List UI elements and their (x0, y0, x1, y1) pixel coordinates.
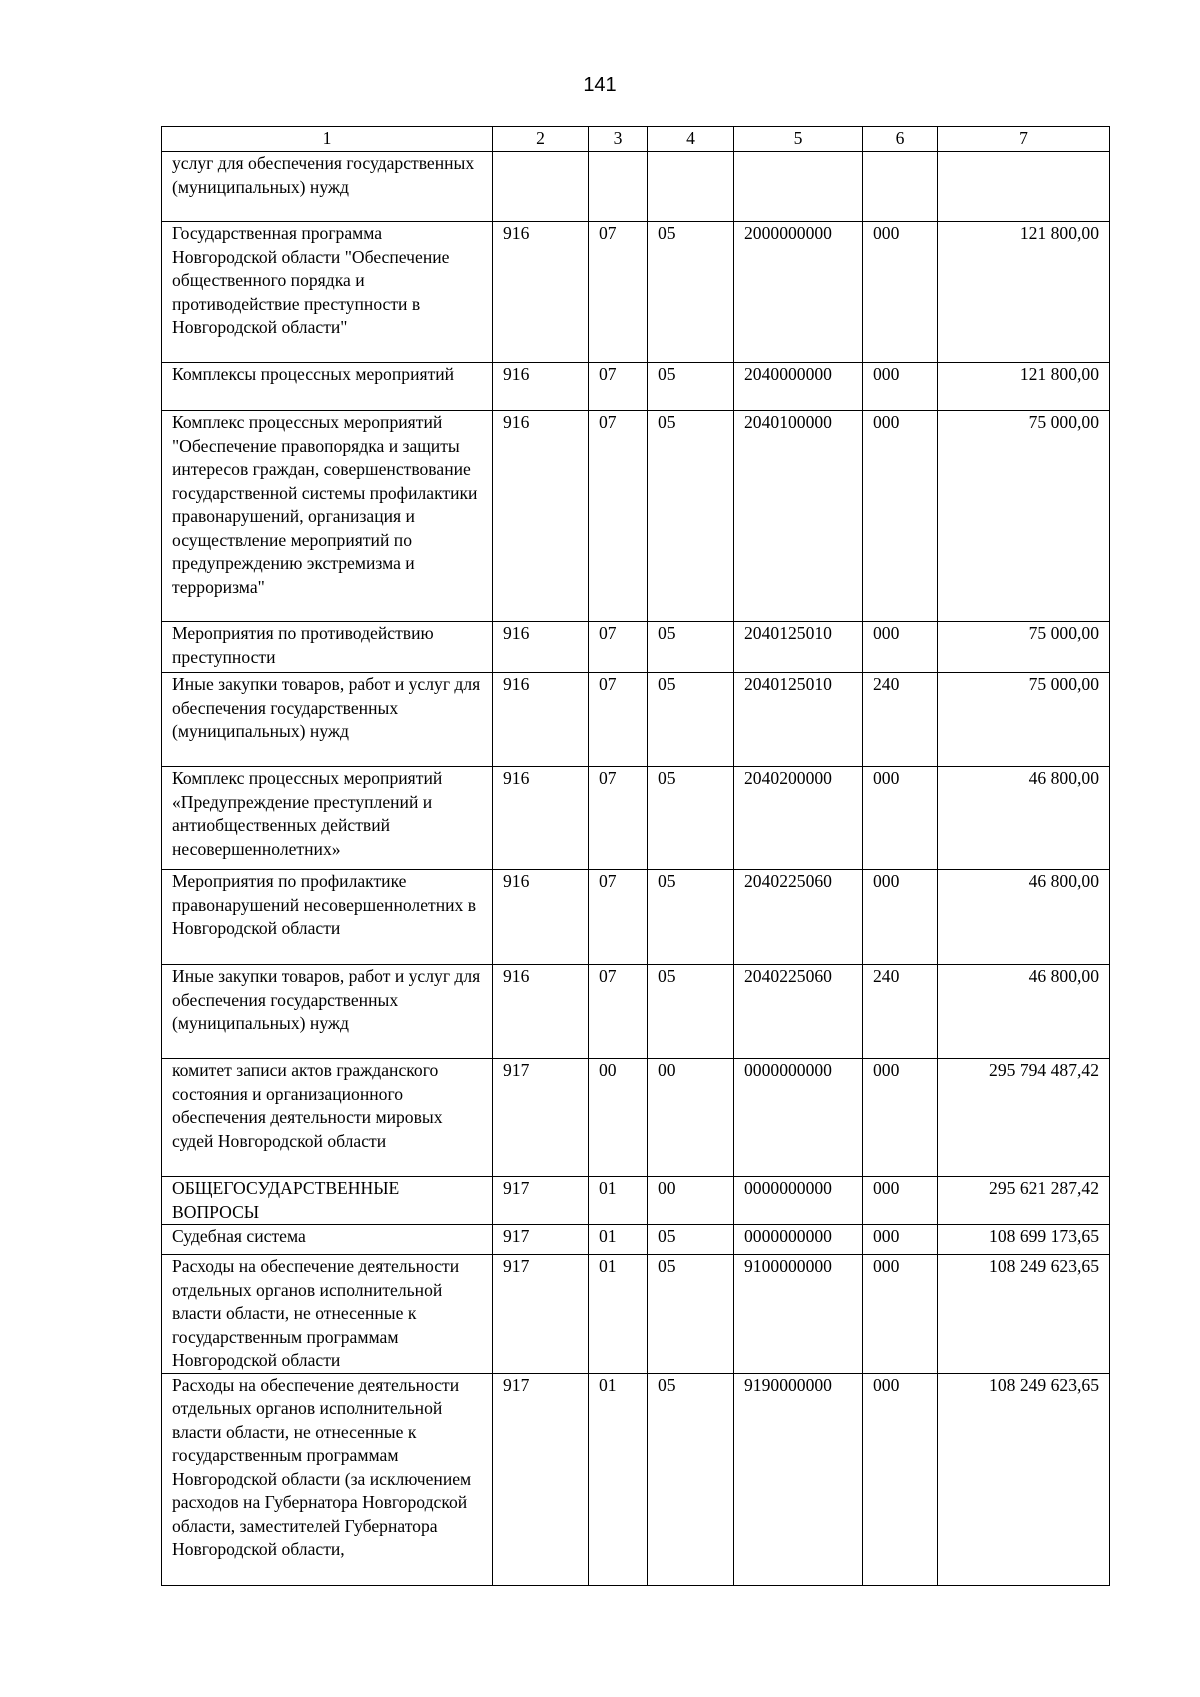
row-subsection-code: 05 (648, 622, 734, 673)
row-name: Комплекс процессных мероприятий «Предупреждение преступлений и антиобщественных действий несовершеннолетних» (162, 767, 493, 870)
row-section-code: 07 (589, 965, 648, 1059)
row-name: Иные закупки товаров, работ и услуг для обеспечения государственных (муниципальных) нужд (162, 673, 493, 767)
row-amount: 108 699 173,65 (938, 1225, 1110, 1255)
row-ministry-code: 916 (493, 965, 589, 1059)
row-section-code: 07 (589, 222, 648, 363)
row-amount: 46 800,00 (938, 767, 1110, 870)
row-name: Комплексы процессных мероприятий (162, 363, 493, 411)
row-expense-type: 000 (863, 767, 938, 870)
table-row (162, 1225, 1110, 1255)
header-row (162, 127, 1110, 152)
page-number: 141 (583, 74, 617, 96)
row-target-code: 2040225060 (734, 870, 863, 965)
header-cell-1: 1 (162, 127, 493, 152)
row-expense-type: 000 (863, 1059, 938, 1177)
row-ministry-code: 916 (493, 411, 589, 622)
header-cell-5: 5 (734, 127, 863, 152)
row-subsection-code: 05 (648, 1225, 734, 1255)
row-section-code: 01 (589, 1225, 648, 1255)
row-ministry-code: 916 (493, 363, 589, 411)
row-amount: 75 000,00 (938, 411, 1110, 622)
row-target-code: 2040125010 (734, 673, 863, 767)
table-row (162, 1255, 1110, 1374)
table-row (162, 965, 1110, 1059)
row-target-code (734, 152, 863, 222)
table-row (162, 1059, 1110, 1177)
row-expense-type: 000 (863, 622, 938, 673)
row-ministry-code: 916 (493, 673, 589, 767)
header-cell-2: 2 (493, 127, 589, 152)
row-section-code (589, 152, 648, 222)
row-target-code: 2040000000 (734, 363, 863, 411)
row-expense-type: 000 (863, 1177, 938, 1225)
header-cell-4: 4 (648, 127, 734, 152)
row-target-code: 2000000000 (734, 222, 863, 363)
row-section-code: 07 (589, 363, 648, 411)
row-ministry-code: 917 (493, 1225, 589, 1255)
row-ministry-code: 916 (493, 622, 589, 673)
row-name: Государственная программа Новгородской области "Обеспечение общественного порядка и противодействие преступности в Новгородской области" (162, 222, 493, 363)
row-target-code: 2040200000 (734, 767, 863, 870)
row-name: Иные закупки товаров, работ и услуг для обеспечения государственных (муниципальных) нужд (162, 965, 493, 1059)
row-expense-type: 000 (863, 1255, 938, 1374)
row-section-code: 00 (589, 1059, 648, 1177)
row-subsection-code: 05 (648, 965, 734, 1059)
row-ministry-code: 917 (493, 1177, 589, 1225)
row-name: ОБЩЕГОСУДАРСТВЕННЫЕ ВОПРОСЫ (162, 1177, 493, 1225)
row-subsection-code: 00 (648, 1177, 734, 1225)
row-name: Расходы на обеспечение деятельности отдельных органов исполнительной власти области, не отнесенные к государственным программам Новгородской области (за исключением расходов на Губернатора Новгородской области, заместителей Губернатора Новгородской области, (162, 1373, 493, 1585)
row-amount: 75 000,00 (938, 673, 1110, 767)
row-expense-type: 000 (863, 1373, 938, 1585)
row-amount: 121 800,00 (938, 222, 1110, 363)
row-amount (938, 152, 1110, 222)
row-expense-type: 240 (863, 965, 938, 1059)
row-expense-type: 240 (863, 673, 938, 767)
row-amount: 295 621 287,42 (938, 1177, 1110, 1225)
row-section-code: 07 (589, 767, 648, 870)
table-header (162, 127, 1110, 152)
table-row (162, 222, 1110, 363)
row-ministry-code: 917 (493, 1255, 589, 1374)
row-subsection-code: 05 (648, 870, 734, 965)
row-section-code: 01 (589, 1373, 648, 1585)
row-name: комитет записи актов гражданского состояния и организационного обеспечения деятельности мировых судей Новгородской области (162, 1059, 493, 1177)
row-expense-type: 000 (863, 222, 938, 363)
header-cell-3: 3 (589, 127, 648, 152)
row-subsection-code: 05 (648, 767, 734, 870)
row-expense-type: 000 (863, 870, 938, 965)
header-cell-6: 6 (863, 127, 938, 152)
row-subsection-code: 05 (648, 1373, 734, 1585)
row-subsection-code: 00 (648, 1059, 734, 1177)
row-expense-type: 000 (863, 363, 938, 411)
row-subsection-code: 05 (648, 363, 734, 411)
row-section-code: 01 (589, 1177, 648, 1225)
table-body (162, 152, 1110, 1586)
row-subsection-code: 05 (648, 411, 734, 622)
row-name: Судебная система (162, 1225, 493, 1255)
row-target-code: 0000000000 (734, 1177, 863, 1225)
row-section-code: 07 (589, 411, 648, 622)
table-row (162, 1373, 1110, 1585)
row-section-code: 01 (589, 1255, 648, 1374)
row-expense-type: 000 (863, 1225, 938, 1255)
row-name: Расходы на обеспечение деятельности отдельных органов исполнительной власти области, не отнесенные к государственным программам Новгородской области (162, 1255, 493, 1374)
row-name: Комплекс процессных мероприятий "Обеспечение правопорядка и защиты интересов граждан, совершенствование государственной системы профилактики правонарушений, организация и осуществление мероприятий по предупреждению экстремизма и терроризма" (162, 411, 493, 622)
row-ministry-code: 916 (493, 222, 589, 363)
row-ministry-code: 917 (493, 1059, 589, 1177)
budget-table (161, 126, 1110, 1586)
row-target-code: 9100000000 (734, 1255, 863, 1374)
table-row (162, 1177, 1110, 1225)
row-target-code: 2040125010 (734, 622, 863, 673)
row-subsection-code: 05 (648, 222, 734, 363)
table-row (162, 411, 1110, 622)
table-row (162, 363, 1110, 411)
row-name: Мероприятия по противодействию преступности (162, 622, 493, 673)
row-target-code: 0000000000 (734, 1225, 863, 1255)
row-amount: 108 249 623,65 (938, 1373, 1110, 1585)
row-section-code: 07 (589, 673, 648, 767)
row-amount: 46 800,00 (938, 870, 1110, 965)
row-amount: 46 800,00 (938, 965, 1110, 1059)
row-ministry-code: 916 (493, 870, 589, 965)
row-name: Мероприятия по профилактике правонарушений несовершеннолетних в Новгородской области (162, 870, 493, 965)
row-expense-type: 000 (863, 411, 938, 622)
row-section-code: 07 (589, 870, 648, 965)
table-row (162, 673, 1110, 767)
row-amount: 121 800,00 (938, 363, 1110, 411)
table-row (162, 152, 1110, 222)
row-name: услуг для обеспечения государственных (муниципальных) нужд (162, 152, 493, 222)
row-target-code: 0000000000 (734, 1059, 863, 1177)
row-ministry-code: 916 (493, 767, 589, 870)
row-ministry-code (493, 152, 589, 222)
row-amount: 295 794 487,42 (938, 1059, 1110, 1177)
header-cell-7: 7 (938, 127, 1110, 152)
row-subsection-code: 05 (648, 673, 734, 767)
row-ministry-code: 917 (493, 1373, 589, 1585)
row-subsection-code (648, 152, 734, 222)
table-row (162, 622, 1110, 673)
row-subsection-code: 05 (648, 1255, 734, 1374)
row-target-code: 2040225060 (734, 965, 863, 1059)
row-amount: 75 000,00 (938, 622, 1110, 673)
row-section-code: 07 (589, 622, 648, 673)
table-row (162, 870, 1110, 965)
row-expense-type (863, 152, 938, 222)
row-amount: 108 249 623,65 (938, 1255, 1110, 1374)
row-target-code: 9190000000 (734, 1373, 863, 1585)
row-target-code: 2040100000 (734, 411, 863, 622)
table-row (162, 767, 1110, 870)
